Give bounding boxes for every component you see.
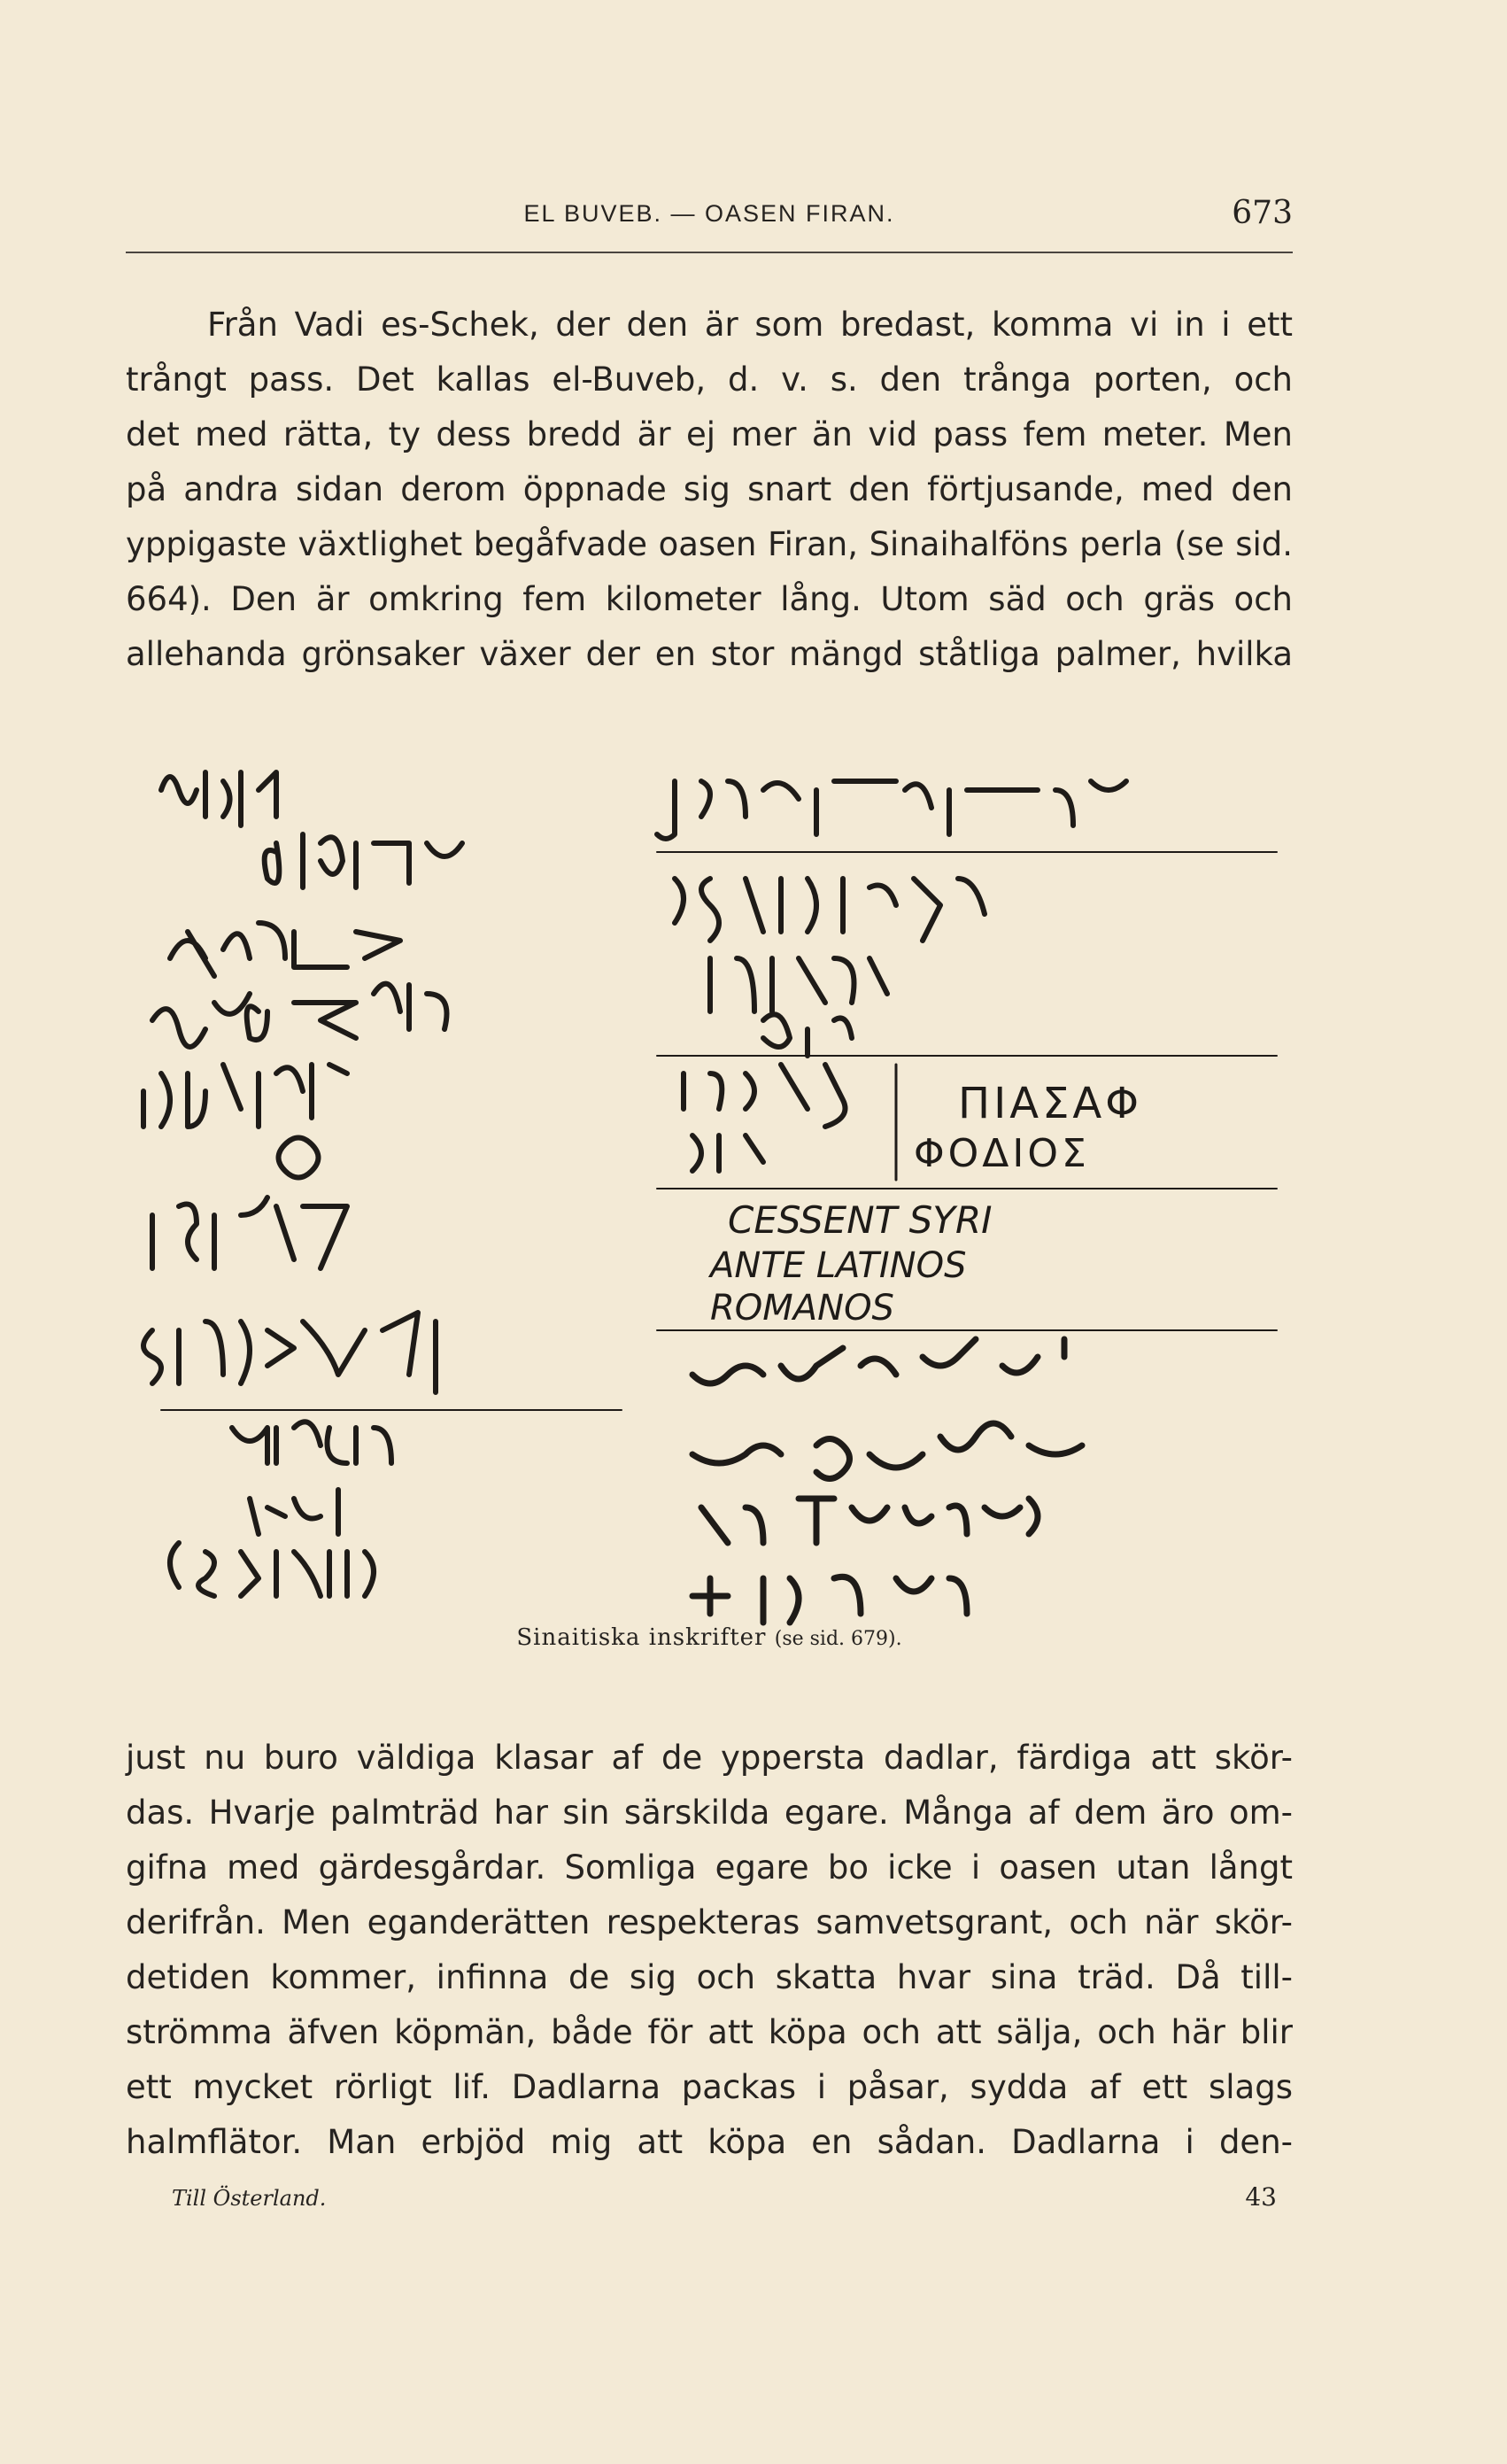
text-line: strömma äfven köpmän, både för att köpa och att sälja, och här blir <box>126 2013 1293 2051</box>
paragraph-bottom <box>126 1731 1293 2170</box>
caption-ref: (se sid. 679). <box>774 1628 902 1650</box>
text-line: 664). Den är omkring fem kilometer lång. Utom säd och gräs och <box>126 580 1293 618</box>
paragraph-top <box>126 298 1293 682</box>
text-line: yppigaste växtlighet begåfvade oasen Firan, Sinaihalföns perla (se sid. <box>126 525 1293 563</box>
inscriptions-illustration <box>126 755 1293 1631</box>
signature-mark: 43 <box>1245 2182 1277 2212</box>
text-line: halmflätor. Man erbjöd mig att köpa en sådan. Dadlarna i den- <box>126 2123 1293 2161</box>
left-inscription-glyphs <box>143 772 462 1596</box>
figure-caption <box>126 1624 1293 1651</box>
text-line: Från Vadi es-Schek, der den är som bredast, komma vi in i ett <box>207 306 1293 344</box>
page-number: 673 <box>1232 195 1293 231</box>
head-rule <box>126 252 1293 253</box>
text-line: ett mycket rörligt lif. Dadlarna packas i påsar, sydda af ett slags <box>126 2068 1293 2106</box>
page-footer <box>126 2182 1293 2221</box>
greek-line-2: ΦΟΔΙΟΣ <box>914 1131 1090 1176</box>
text-line: detiden kommer, infinna de sig och skatta hvar sina träd. Då till- <box>126 1958 1293 1996</box>
latin-line-3: ROMANOS <box>710 1288 894 1329</box>
running-head <box>126 195 1293 236</box>
text-line: det med rätta, ty dess bredd är ej mer än vid pass fem meter. Men <box>126 415 1293 453</box>
text-line: das. Hvarje palmträd har sin särskilda egare. Många af dem äro om- <box>126 1794 1293 1832</box>
book-title: Till Österland. <box>172 2186 327 2211</box>
text-line: derifrån. Men eganderätten respekteras samvetsgrant, och när skör- <box>126 1903 1293 1941</box>
greek-line-1: ΠΙΑΣΑΦ <box>958 1079 1143 1128</box>
text-line: trångt pass. Det kallas el-Buveb, d. v. s. den trånga porten, och <box>126 360 1293 399</box>
caption-text: Sinaitiska inskrifter <box>516 1624 767 1651</box>
text-line: på andra sidan derom öppnade sig snart den förtjusande, med den <box>126 470 1293 508</box>
text-line: allehanda grönsaker växer der en stor mängd ståtliga palmer, hvilka <box>126 635 1293 673</box>
text-line: just nu buro väldiga klasar af de yppersta dadlar, färdiga att skör- <box>126 1739 1293 1777</box>
latin-line-1: CESSENT SYRI <box>728 1198 993 1242</box>
text-line: gifna med gärdesgårdar. Somliga egare bo icke i oasen utan långt <box>126 1848 1293 1887</box>
running-title: EL BUVEB. — OASEN FIRAN. <box>523 200 895 227</box>
inscriptions-figure <box>126 755 1293 1631</box>
latin-line-2: ANTE LATINOS <box>710 1245 967 1286</box>
lower-right-glyphs <box>692 1339 1082 1623</box>
